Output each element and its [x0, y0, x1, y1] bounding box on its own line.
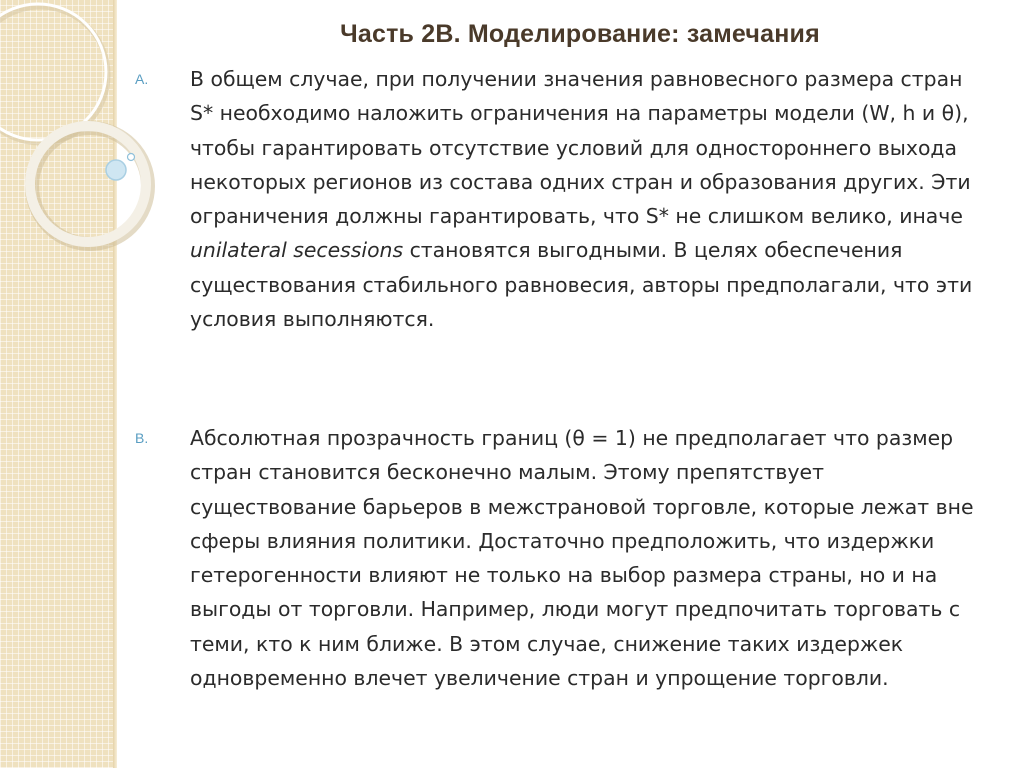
- item-a-text-end: становятся выгодными. В целях обеспечения существования стабильного равновесия, авторы предполагали, что эти условия выполняются.: [190, 238, 973, 332]
- item-b-text: Абсолютная прозрачность границ (θ = 1) не предполагает что размер стран становится бесконечно малым. Этому препятствует существование барьеров в межстрановой торговле, которые лежат вне сферы влияния политики. Достаточно предположить, что издержки гетерогенности влияют не только на выбор размера страны, но и на выгоды от торговли. Например, люди могут предпочитать торговать с теми, кто к ним ближе. В этом случае, снижение таких издержек одновременно влечет увеличение стран и упрощение торговли.: [190, 426, 974, 691]
- slide-title: Часть 2В. Моделирование: замечания: [340, 20, 820, 48]
- list-item-a: [135, 62, 990, 336]
- bubble-large: [106, 160, 126, 180]
- bubble-small: [128, 154, 135, 161]
- item-a-italic-term: unilateral secessions: [190, 238, 404, 263]
- list-item-b: [135, 421, 990, 695]
- decorative-circles: [0, 0, 180, 300]
- item-a-text-start: В общем случае, при получении значения равновесного размера стран S* необходимо наложить ограничения на параметры модели (W, h и θ), чтобы гарантировать отсутствие условий для одностороннего выхода некоторых регионов из состава одних стран и образования других. Эти ограничения должны гарантировать, что S* не слишком велико, иначе: [190, 67, 971, 229]
- small-ring: [30, 126, 146, 242]
- item-a-text: [190, 67, 972, 331]
- list-marker-a: A.: [135, 71, 149, 87]
- list-marker-b: B.: [135, 430, 149, 446]
